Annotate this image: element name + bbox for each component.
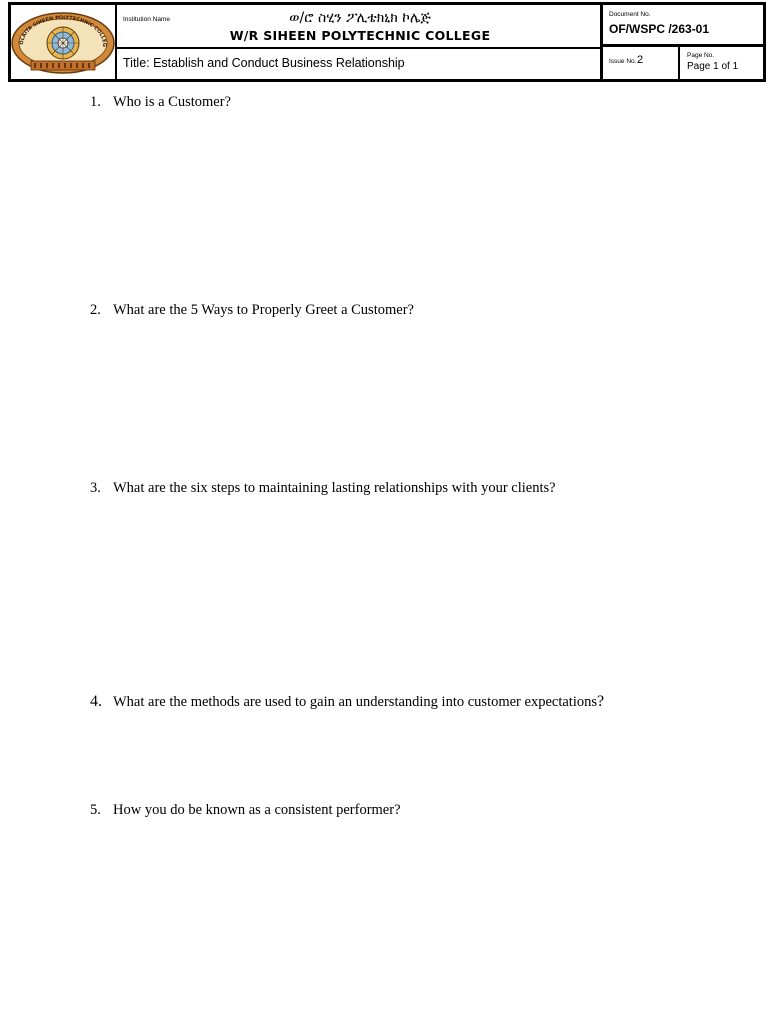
- question-text: Who is a Customer?: [113, 94, 231, 110]
- question-1: [90, 94, 231, 111]
- issue-no-label: Issue No.: [609, 58, 637, 65]
- question-suffix: ?: [597, 693, 605, 710]
- institution-name-amharic: ወ/ሮ ስሂን ፖሊቴክኒክ ኮሌጅ: [289, 10, 431, 26]
- question-text: What are the 5 Ways to Properly Greet a Customer?: [113, 302, 414, 318]
- question-5: [90, 802, 401, 819]
- logo-text: OLAITA SIHEEN POLYTECHNIC COLLEG: [18, 14, 108, 47]
- institution-label: Institution Name: [123, 16, 170, 23]
- document-no-label: Document No.: [609, 11, 651, 18]
- question-number: 4.: [90, 693, 102, 710]
- question-number: 3.: [90, 480, 101, 496]
- question-text: What are the methods are used to gain an understanding into customer expectations: [113, 694, 597, 710]
- document-title: Title: Establish and Conduct Business Relationship: [123, 56, 405, 70]
- question-text: How you do be known as a consistent performer?: [113, 802, 401, 818]
- page-no-value: Page 1 of 1: [687, 61, 739, 72]
- question-text: What are the six steps to maintaining lasting relationships with your clients?: [113, 480, 556, 496]
- issue-no-value: 2: [637, 54, 644, 66]
- question-number: 5.: [90, 802, 101, 818]
- institution-name-english: W/R SIHEEN POLYTECHNIC COLLEGE: [229, 28, 491, 43]
- page-no-label: Page No.: [687, 52, 715, 59]
- question-3: [90, 480, 556, 497]
- question-4: [90, 693, 604, 711]
- college-logo: [11, 5, 115, 79]
- question-2: [90, 302, 414, 319]
- document-header: [8, 2, 766, 82]
- question-number: 1.: [90, 94, 101, 110]
- question-number: 2.: [90, 302, 101, 318]
- document-no-value: OF/WSPC /263-01: [609, 22, 710, 36]
